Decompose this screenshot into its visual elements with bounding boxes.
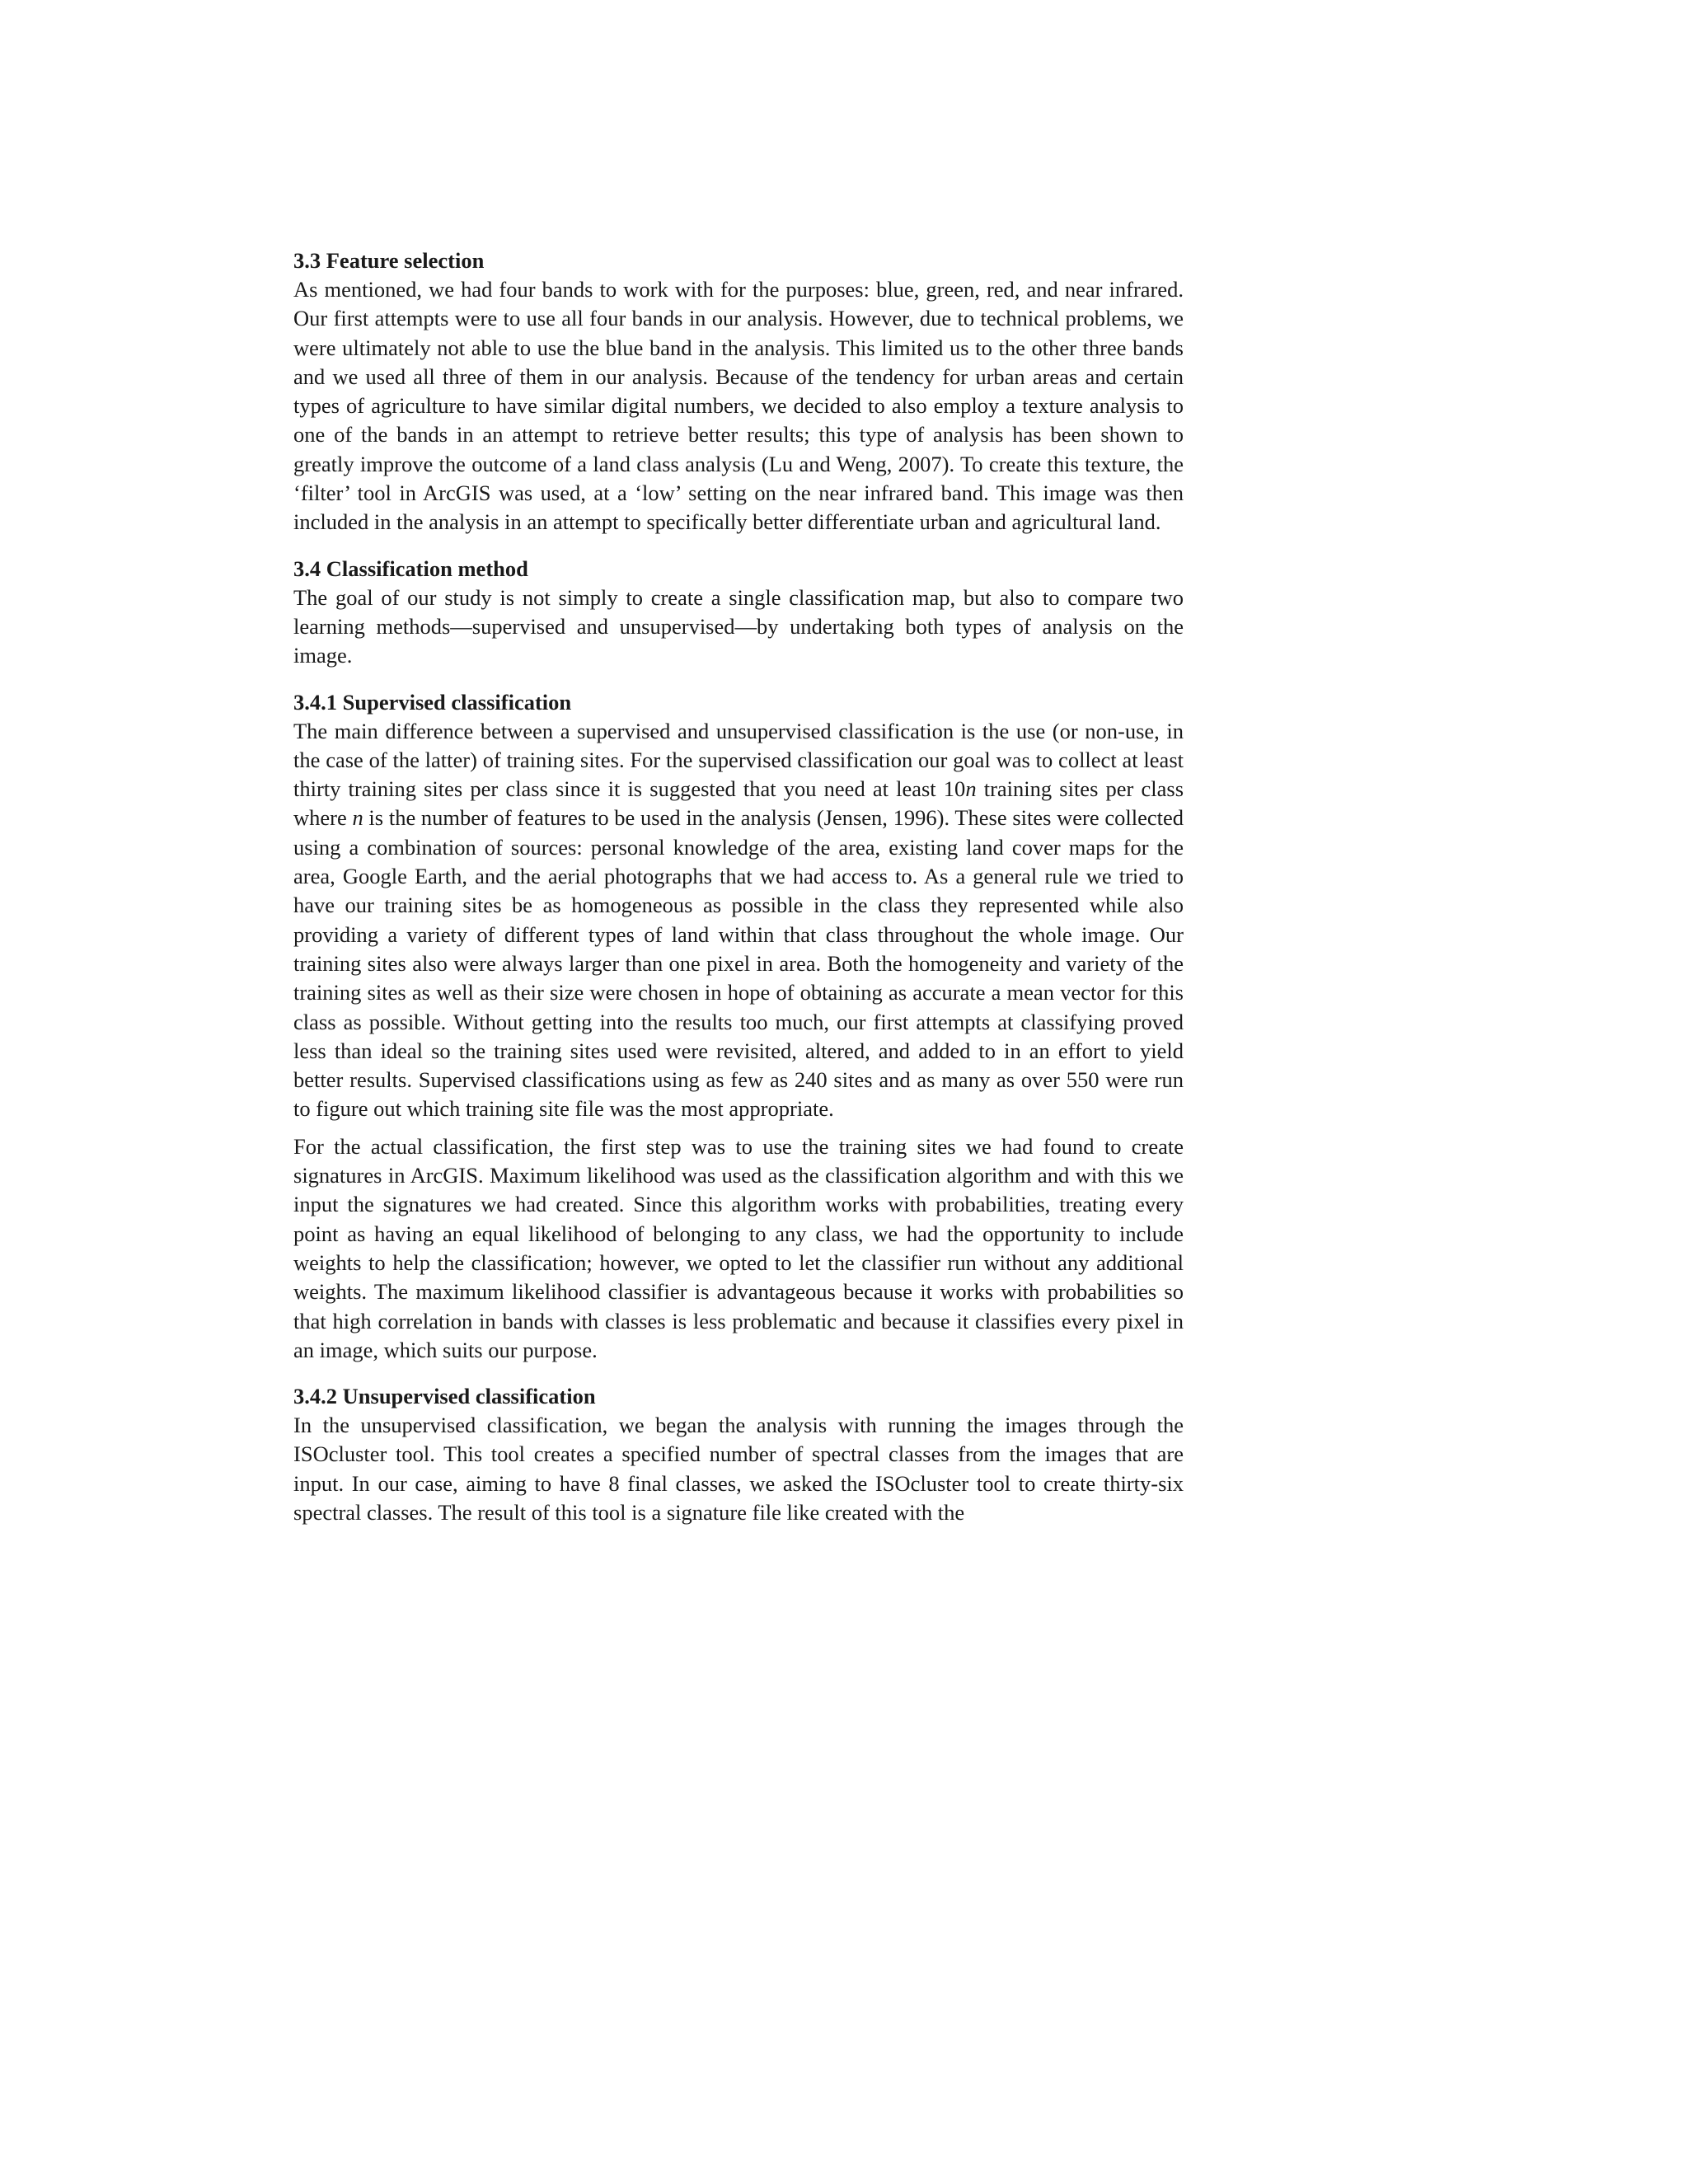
paragraph: In the unsupervised classification, we began the analysis with running the images through the ISOcluster tool. This tool creates a specified number of spectral classes from the images that are input. In our case, aiming to have 8 final classes, we asked the ISOcluster tool to create thirty-six spectral classes. The result of this tool is a signature file like created with the xyxy=(293,1413,1184,1525)
paragraph-text: is the number of features to be used in the analysis (Jensen, 1996). These sites were collected using a combination of sources: personal knowledge of the area, existing land cover maps for the area, Google Earth, and the aerial photographs that we had access to. As a general rule we tried to have our training sites be as homogeneous as possible in the class they represented while also providing a variety of different types of land within that class throughout the whole image. Our training sites also were always larger than one pixel in area. Both the homogeneity and variety of the training sites as well as their size were chosen in hope of obtaining as accurate a mean vector for this class as possible. Without getting into the results too much, our first attempts at classifying proved less than ideal so the training sites used were revisited, altered, and added to in an effort to yield better results. Supervised classifications using as few as 240 sites and as many as over 550 were run to figure out which training site file was the most appropriate. xyxy=(293,805,1184,1122)
paragraph xyxy=(293,717,1184,1124)
section-feature-selection xyxy=(293,246,1184,537)
section-unsupervised-classification xyxy=(293,1381,1184,1527)
paragraph: For the actual classification, the first step was to use the training sites we had found to create signatures in ArcGIS. Maximum likelihood was used as the classification algorithm and with this we input the signatures we had created. Since this algorithm works with probabilities, treating every point as having an equal likelihood of belonging to any class, we had the opportunity to include weights to help the classification; however, we opted to let the classifier run without any additional weights. The maximum likelihood classifier is advantageous because it works with probabilities so that high correlation in bands with classes is less problematic and because it classifies every pixel in an image, which suits our purpose. xyxy=(293,1133,1184,1362)
section-heading: 3.4.1 Supervised classification xyxy=(293,689,572,715)
section-heading: 3.4.2 Unsupervised classification xyxy=(293,1384,596,1409)
paragraph: As mentioned, we had four bands to work with for the purposes: blue, green, red, and near infrared. Our first attempts were to use all four bands in our analysis. However, due to technical problems, we were ultimately not able to use the blue band in the analysis. This limited us to the other three bands and we used all three of them in our analysis. Because of the tendency for urban areas and certain types of agriculture to have similar digital numbers, we decided to also employ a texture analysis to one of the bands in an attempt to retrieve better results; this type of analysis has been shown to greatly improve the outcome of a land class analysis (Lu and Weng, 2007). To create this texture, the ‘filter’ tool in ArcGIS was used, at a ‘low’ setting on the near infrared band. This image was then included in the analysis in an attempt to specifically better differentiate urban and agricultural land. xyxy=(293,277,1184,535)
section-heading: 3.3 Feature selection xyxy=(293,248,485,273)
paragraph: The goal of our study is not simply to create a single classification map, but also to compare two learning methods—supervised and unsupervised—by undertaking both types of analysis on the image. xyxy=(293,584,1184,668)
paragraph-text: The main difference between a supervised and unsupervised classification is the use (or non-use, in the case of the latter) of training sites. For the supervised classification our goal was to collect at least thirty training sites per class since it is suggested that you need at least 10 xyxy=(293,718,1184,802)
section-heading: 3.4 Classification method xyxy=(293,555,528,581)
paragraph-text: training sites per class where xyxy=(293,776,1184,831)
italic-variable: n xyxy=(965,776,977,802)
section-supervised-classification xyxy=(293,687,1184,1366)
section-classification-method xyxy=(293,554,1184,671)
italic-variable: n xyxy=(352,805,363,831)
document-page xyxy=(293,246,1184,1527)
